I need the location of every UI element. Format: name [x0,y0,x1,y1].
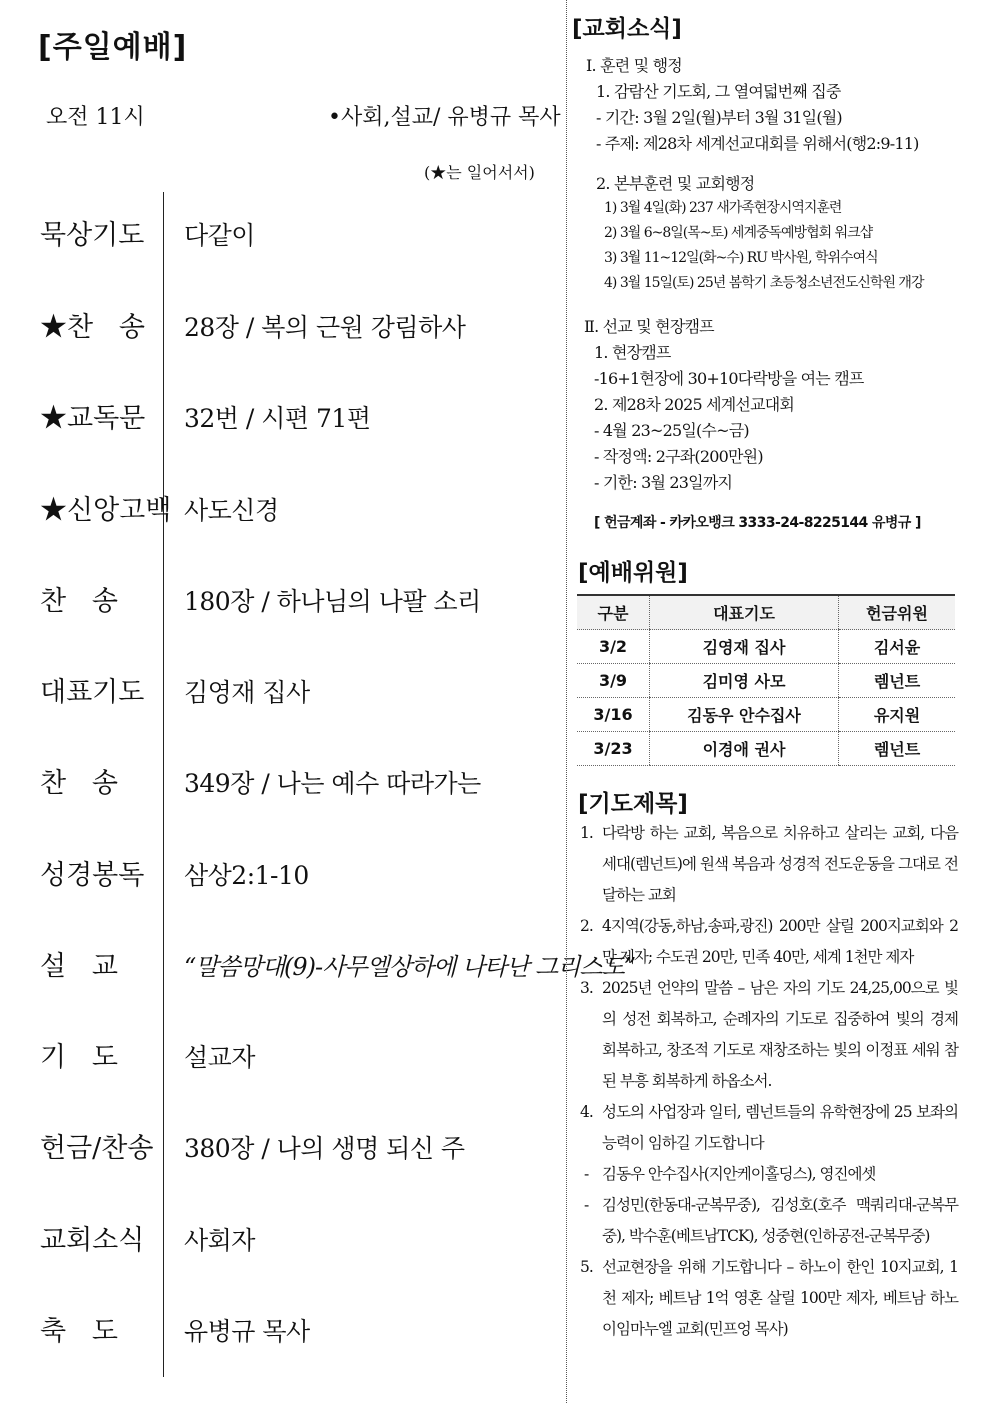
order-value: 32번 / 시편 71편 [184,404,371,433]
news-line: - 기간: 3월 2일(월)부터 3월 31일(월) [596,108,842,127]
prayer-text: 2025년 언약의 말씀 – 남은 자의 기도 24,25,00으로 빛의 성전 회복하고, 순례자의 기도로 집중하여 빛의 경제 회복하고, 창조적 기도로 재창조하는 빛의 이정표 세워 참된 부흥 회복하게 하옵소서. [602,979,958,1090]
prayer-number: 5. [580,1258,593,1276]
worship-title: [주일예배] [38,30,188,65]
order-row [0,663,562,723]
order-row [0,1211,562,1271]
order-label: ★교독문 [40,403,146,434]
order-label: 기 도 [40,1042,118,1073]
prayer-subitem [580,1159,958,1190]
table-cell: 렘넌트 [839,732,956,766]
prayer-dash: - [584,1196,589,1214]
prayer-item [580,973,958,1097]
prayer-number: 2. [580,917,593,935]
news-line: - 주제: 제28차 세계선교대회를 위해서(행2:9-11) [596,134,919,153]
order-label: ★신앙고백 [40,495,172,526]
order-row [0,1302,562,1362]
prayer-number: 3. [580,979,593,997]
order-label: 설 교 [40,951,118,982]
news-line: 2. 본부훈련 및 교회행정 [596,174,755,193]
prayer-text: 성도의 사업장과 일터, 렘넌트들의 유학현장에 25 보좌의 능력이 임하길 기도합니다 [602,1103,958,1152]
prayer-text: 김성민(한동대-군복무중), 김성호(호주 맥쿼리대-군복무중), 박수훈(베트남TCK), 성중현(인하공전-군복무중) [602,1196,958,1245]
duty-table [577,594,955,766]
order-value: 사회자 [184,1226,255,1255]
prayer-item [580,818,958,911]
prayer-item [580,1252,958,1345]
prayer-dash: - [584,1165,589,1183]
news-line: Ⅰ. 훈련 및 행정 [586,56,682,75]
duty-title: [예배위원] [578,560,688,586]
table-row [577,664,955,698]
prayer-text: 김동우 안수집사(지안케이홀딩스), 영진에셋 [602,1165,876,1183]
table-header: 구분 [577,595,650,630]
order-row [0,298,562,358]
table-cell: 렘넌트 [839,664,956,698]
prayer-subitem [580,1190,958,1252]
prayer-title: [기도제목] [578,791,688,817]
news-line: 1. 현장캠프 [594,343,671,362]
standing-note: (★는 일어서서) [424,163,535,182]
order-row [0,846,562,906]
news-line: -16+1현장에 30+10다락방을 여는 캠프 [594,369,864,388]
prayer-item [580,911,958,973]
order-value: 349장 / 나는 예수 따라가는 [184,769,481,798]
news-line: - 기한: 3월 23일까지 [594,473,733,492]
table-cell: 3/16 [577,698,650,732]
order-label: 묵상기도 [40,220,145,251]
table-cell: 유지원 [839,698,956,732]
order-value: 다같이 [184,221,255,250]
prayer-list [580,818,958,1345]
news-line: 3) 3월 11~12일(화~수) RU 박사원, 학위수여식 [604,250,878,266]
table-cell: 3/2 [577,630,650,664]
prayer-text: 4지역(강동,하남,송파,광진) 200만 살릴 200지교회와 2만 제자; 수도권 20만, 민족 40만, 세계 1천만 제자 [602,917,958,966]
order-label: 교회소식 [40,1225,145,1256]
prayer-item [580,1097,958,1159]
prayer-number: 1. [580,824,593,842]
order-row [0,1028,562,1088]
table-cell: 3/23 [577,732,650,766]
order-label: 성경봉독 [40,860,145,891]
table-cell: 김미영 사모 [650,664,839,698]
table-cell: 김동우 안수집사 [650,698,839,732]
news-line: 2) 3월 6~8일(목~토) 세계중독예방협회 워크샵 [604,225,873,241]
table-header: 대표기도 [650,595,839,630]
column-divider [566,0,567,1403]
table-cell: 김서윤 [839,630,956,664]
order-label: 찬 송 [40,768,118,799]
offering-account: [ 헌금계좌 - 카카오뱅크 3333-24-8225144 유병규 ] [594,515,921,531]
table-row [577,732,955,766]
news-line: 1. 감람산 기도회, 그 열여덟번째 집중 [596,82,841,101]
order-value: 180장 / 하나님의 나팔 소리 [184,587,481,616]
news-line: - 4월 23~25일(수~금) [594,421,749,440]
order-row [0,754,562,814]
order-row [0,1119,562,1179]
table-cell: 3/9 [577,664,650,698]
order-row [0,389,562,449]
news-line: Ⅱ. 선교 및 현장캠프 [584,317,714,336]
order-value: 유병규 목사 [184,1317,310,1346]
order-value: 사도신경 [184,496,279,525]
order-row [0,572,562,632]
order-label: 찬 송 [40,586,118,617]
service-preacher: •사회,설교/ 유병규 목사 [328,105,561,130]
prayer-text: 선교현장을 위해 기도합니다 – 하노이 한인 10지교회, 1천 제자; 베트남 1억 영혼 살릴 100만 제자, 베트남 하노이임마누엘 교회(민프엉 목사) [602,1258,958,1338]
order-label: 축 도 [40,1316,118,1347]
order-row [0,937,636,997]
order-label: 대표기도 [40,677,145,708]
order-value: 28장 / 복의 근원 강림하사 [184,313,466,342]
table-row [577,698,955,732]
news-title: [교회소식] [572,16,682,42]
sermon-title: “말씀망대(9)-사무엘상하에 나타난 그리스도” [184,953,636,981]
news-line: - 작정액: 2구좌(200만원) [594,447,763,466]
order-value: 김영재 집사 [184,678,310,707]
table-header-row [577,595,955,630]
news-line: 4) 3월 15일(토) 25년 봄학기 초등청소년전도신학원 개강 [604,275,924,291]
service-time: 오전 11시 [46,105,145,130]
news-line: 2. 제28차 2025 세계선교대회 [594,395,795,414]
table-row [577,630,955,664]
order-row [0,206,562,266]
prayer-number: 4. [580,1103,593,1121]
order-value: 380장 / 나의 생명 되신 주 [184,1134,465,1163]
order-row [0,481,562,541]
table-cell: 김영재 집사 [650,630,839,664]
order-value: 설교자 [184,1043,255,1072]
prayer-text: 다락방 하는 교회, 복음으로 치유하고 살리는 교회, 다음 세대(렘넌트)에 원색 복음과 성경적 전도운동을 그대로 전달하는 교회 [602,824,958,904]
order-label: ★찬 송 [40,312,145,343]
order-label: 헌금/찬송 [40,1133,154,1164]
order-value: 삼상2:1-10 [184,861,309,890]
table-cell: 이경애 권사 [650,732,839,766]
news-line: 1) 3월 4일(화) 237 새가족현장시역지훈련 [604,200,842,216]
table-header: 헌금위원 [839,595,956,630]
